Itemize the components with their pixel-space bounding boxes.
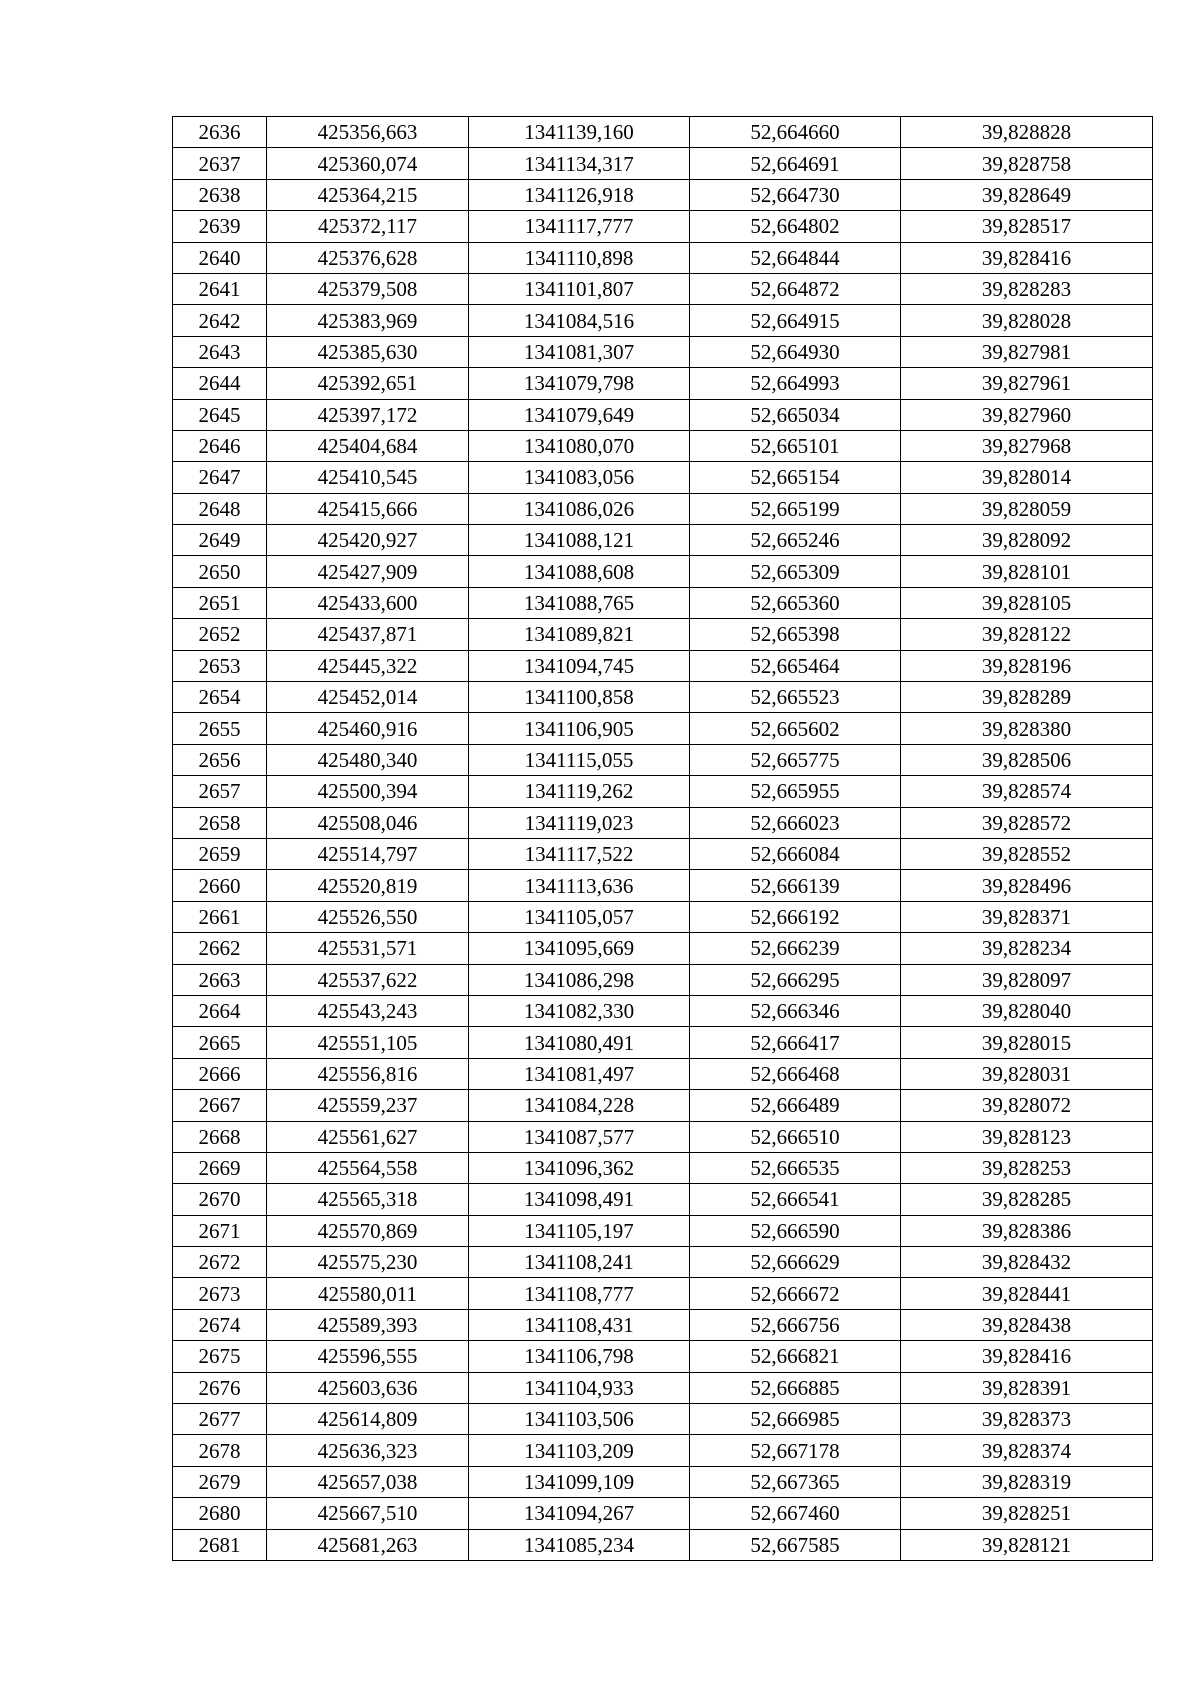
longitude-cell: 39,828289 — [901, 682, 1153, 713]
y-coordinate-cell: 1341079,649 — [469, 399, 690, 430]
longitude-cell: 39,828517 — [901, 211, 1153, 242]
point-number-cell: 2655 — [173, 713, 267, 744]
table-row — [173, 1184, 1153, 1215]
table-row — [173, 744, 1153, 775]
x-coordinate-cell: 425360,074 — [267, 148, 469, 179]
latitude-cell: 52,664691 — [690, 148, 901, 179]
y-coordinate-cell: 1341084,516 — [469, 305, 690, 336]
y-coordinate-cell: 1341104,933 — [469, 1372, 690, 1403]
latitude-cell: 52,666590 — [690, 1215, 901, 1246]
x-coordinate-cell: 425404,684 — [267, 430, 469, 461]
y-coordinate-cell: 1341100,858 — [469, 682, 690, 713]
y-coordinate-cell: 1341085,234 — [469, 1529, 690, 1560]
latitude-cell: 52,665034 — [690, 399, 901, 430]
y-coordinate-cell: 1341080,491 — [469, 1027, 690, 1058]
table-row — [173, 870, 1153, 901]
table-row — [173, 901, 1153, 932]
longitude-cell: 39,828285 — [901, 1184, 1153, 1215]
latitude-cell: 52,666629 — [690, 1247, 901, 1278]
point-number-cell: 2644 — [173, 368, 267, 399]
x-coordinate-cell: 425397,172 — [267, 399, 469, 430]
table-row — [173, 1090, 1153, 1121]
point-number-cell: 2670 — [173, 1184, 267, 1215]
y-coordinate-cell: 1341083,056 — [469, 462, 690, 493]
longitude-cell: 39,828380 — [901, 713, 1153, 744]
table-row — [173, 995, 1153, 1026]
table-row — [173, 525, 1153, 556]
latitude-cell: 52,664993 — [690, 368, 901, 399]
latitude-cell: 52,666541 — [690, 1184, 901, 1215]
coordinates-table-body — [173, 117, 1153, 1561]
y-coordinate-cell: 1341088,608 — [469, 556, 690, 587]
y-coordinate-cell: 1341079,798 — [469, 368, 690, 399]
table-row — [173, 1121, 1153, 1152]
y-coordinate-cell: 1341095,669 — [469, 933, 690, 964]
latitude-cell: 52,666985 — [690, 1404, 901, 1435]
x-coordinate-cell: 425415,666 — [267, 493, 469, 524]
x-coordinate-cell: 425356,663 — [267, 117, 469, 148]
longitude-cell: 39,828552 — [901, 838, 1153, 869]
latitude-cell: 52,667585 — [690, 1529, 901, 1560]
y-coordinate-cell: 1341088,765 — [469, 587, 690, 618]
point-number-cell: 2663 — [173, 964, 267, 995]
x-coordinate-cell: 425480,340 — [267, 744, 469, 775]
y-coordinate-cell: 1341117,777 — [469, 211, 690, 242]
y-coordinate-cell: 1341113,636 — [469, 870, 690, 901]
latitude-cell: 52,665955 — [690, 776, 901, 807]
point-number-cell: 2668 — [173, 1121, 267, 1152]
latitude-cell: 52,666672 — [690, 1278, 901, 1309]
point-number-cell: 2674 — [173, 1309, 267, 1340]
x-coordinate-cell: 425596,555 — [267, 1341, 469, 1372]
longitude-cell: 39,827960 — [901, 399, 1153, 430]
table-row — [173, 838, 1153, 869]
x-coordinate-cell: 425580,011 — [267, 1278, 469, 1309]
x-coordinate-cell: 425452,014 — [267, 682, 469, 713]
latitude-cell: 52,664802 — [690, 211, 901, 242]
point-number-cell: 2673 — [173, 1278, 267, 1309]
latitude-cell: 52,665775 — [690, 744, 901, 775]
x-coordinate-cell: 425500,394 — [267, 776, 469, 807]
x-coordinate-cell: 425437,871 — [267, 619, 469, 650]
longitude-cell: 39,827961 — [901, 368, 1153, 399]
longitude-cell: 39,828649 — [901, 179, 1153, 210]
table-row — [173, 1372, 1153, 1403]
point-number-cell: 2666 — [173, 1058, 267, 1089]
table-row — [173, 1309, 1153, 1340]
latitude-cell: 52,664730 — [690, 179, 901, 210]
latitude-cell: 52,666346 — [690, 995, 901, 1026]
x-coordinate-cell: 425543,243 — [267, 995, 469, 1026]
table-row — [173, 399, 1153, 430]
longitude-cell: 39,828121 — [901, 1529, 1153, 1560]
table-row — [173, 933, 1153, 964]
longitude-cell: 39,828572 — [901, 807, 1153, 838]
latitude-cell: 52,664872 — [690, 273, 901, 304]
table-row — [173, 430, 1153, 461]
y-coordinate-cell: 1341115,055 — [469, 744, 690, 775]
latitude-cell: 52,666468 — [690, 1058, 901, 1089]
longitude-cell: 39,828283 — [901, 273, 1153, 304]
latitude-cell: 52,665398 — [690, 619, 901, 650]
table-row — [173, 1466, 1153, 1497]
point-number-cell: 2646 — [173, 430, 267, 461]
x-coordinate-cell: 425636,323 — [267, 1435, 469, 1466]
x-coordinate-cell: 425392,651 — [267, 368, 469, 399]
x-coordinate-cell: 425385,630 — [267, 336, 469, 367]
point-number-cell: 2669 — [173, 1152, 267, 1183]
table-row — [173, 1435, 1153, 1466]
y-coordinate-cell: 1341106,905 — [469, 713, 690, 744]
longitude-cell: 39,828441 — [901, 1278, 1153, 1309]
table-row — [173, 1404, 1153, 1435]
latitude-cell: 52,666295 — [690, 964, 901, 995]
point-number-cell: 2660 — [173, 870, 267, 901]
point-number-cell: 2656 — [173, 744, 267, 775]
latitude-cell: 52,666239 — [690, 933, 901, 964]
longitude-cell: 39,828253 — [901, 1152, 1153, 1183]
table-row — [173, 305, 1153, 336]
latitude-cell: 52,666885 — [690, 1372, 901, 1403]
table-row — [173, 493, 1153, 524]
longitude-cell: 39,828251 — [901, 1498, 1153, 1529]
point-number-cell: 2648 — [173, 493, 267, 524]
table-row — [173, 1529, 1153, 1560]
point-number-cell: 2640 — [173, 242, 267, 273]
point-number-cell: 2643 — [173, 336, 267, 367]
x-coordinate-cell: 425520,819 — [267, 870, 469, 901]
point-number-cell: 2651 — [173, 587, 267, 618]
latitude-cell: 52,665360 — [690, 587, 901, 618]
point-number-cell: 2667 — [173, 1090, 267, 1121]
longitude-cell: 39,828416 — [901, 1341, 1153, 1372]
latitude-cell: 52,664844 — [690, 242, 901, 273]
x-coordinate-cell: 425531,571 — [267, 933, 469, 964]
x-coordinate-cell: 425537,622 — [267, 964, 469, 995]
y-coordinate-cell: 1341103,209 — [469, 1435, 690, 1466]
x-coordinate-cell: 425556,816 — [267, 1058, 469, 1089]
x-coordinate-cell: 425564,558 — [267, 1152, 469, 1183]
point-number-cell: 2650 — [173, 556, 267, 587]
y-coordinate-cell: 1341108,241 — [469, 1247, 690, 1278]
point-number-cell: 2659 — [173, 838, 267, 869]
point-number-cell: 2679 — [173, 1466, 267, 1497]
point-number-cell: 2675 — [173, 1341, 267, 1372]
y-coordinate-cell: 1341089,821 — [469, 619, 690, 650]
x-coordinate-cell: 425433,600 — [267, 587, 469, 618]
longitude-cell: 39,828432 — [901, 1247, 1153, 1278]
table-row — [173, 1247, 1153, 1278]
y-coordinate-cell: 1341081,307 — [469, 336, 690, 367]
table-row — [173, 117, 1153, 148]
table-row — [173, 336, 1153, 367]
x-coordinate-cell: 425410,545 — [267, 462, 469, 493]
latitude-cell: 52,665246 — [690, 525, 901, 556]
longitude-cell: 39,828758 — [901, 148, 1153, 179]
x-coordinate-cell: 425383,969 — [267, 305, 469, 336]
point-number-cell: 2661 — [173, 901, 267, 932]
longitude-cell: 39,828496 — [901, 870, 1153, 901]
latitude-cell: 52,665154 — [690, 462, 901, 493]
latitude-cell: 52,666756 — [690, 1309, 901, 1340]
longitude-cell: 39,828373 — [901, 1404, 1153, 1435]
y-coordinate-cell: 1341094,745 — [469, 650, 690, 681]
longitude-cell: 39,827981 — [901, 336, 1153, 367]
longitude-cell: 39,828014 — [901, 462, 1153, 493]
table-row — [173, 242, 1153, 273]
point-number-cell: 2658 — [173, 807, 267, 838]
longitude-cell: 39,828097 — [901, 964, 1153, 995]
y-coordinate-cell: 1341119,023 — [469, 807, 690, 838]
point-number-cell: 2639 — [173, 211, 267, 242]
table-row — [173, 964, 1153, 995]
point-number-cell: 2636 — [173, 117, 267, 148]
x-coordinate-cell: 425570,869 — [267, 1215, 469, 1246]
table-row — [173, 682, 1153, 713]
table-row — [173, 619, 1153, 650]
point-number-cell: 2672 — [173, 1247, 267, 1278]
longitude-cell: 39,828574 — [901, 776, 1153, 807]
table-row — [173, 1058, 1153, 1089]
x-coordinate-cell: 425427,909 — [267, 556, 469, 587]
y-coordinate-cell: 1341081,497 — [469, 1058, 690, 1089]
point-number-cell: 2678 — [173, 1435, 267, 1466]
longitude-cell: 39,828371 — [901, 901, 1153, 932]
point-number-cell: 2662 — [173, 933, 267, 964]
y-coordinate-cell: 1341108,777 — [469, 1278, 690, 1309]
latitude-cell: 52,666084 — [690, 838, 901, 869]
longitude-cell: 39,828028 — [901, 305, 1153, 336]
y-coordinate-cell: 1341105,197 — [469, 1215, 690, 1246]
table-row — [173, 587, 1153, 618]
y-coordinate-cell: 1341087,577 — [469, 1121, 690, 1152]
x-coordinate-cell: 425603,636 — [267, 1372, 469, 1403]
latitude-cell: 52,664660 — [690, 117, 901, 148]
table-row — [173, 148, 1153, 179]
point-number-cell: 2664 — [173, 995, 267, 1026]
longitude-cell: 39,828506 — [901, 744, 1153, 775]
latitude-cell: 52,666535 — [690, 1152, 901, 1183]
point-number-cell: 2657 — [173, 776, 267, 807]
longitude-cell: 39,828072 — [901, 1090, 1153, 1121]
latitude-cell: 52,665199 — [690, 493, 901, 524]
x-coordinate-cell: 425372,117 — [267, 211, 469, 242]
y-coordinate-cell: 1341082,330 — [469, 995, 690, 1026]
y-coordinate-cell: 1341110,898 — [469, 242, 690, 273]
table-row — [173, 650, 1153, 681]
x-coordinate-cell: 425575,230 — [267, 1247, 469, 1278]
point-number-cell: 2637 — [173, 148, 267, 179]
y-coordinate-cell: 1341126,918 — [469, 179, 690, 210]
longitude-cell: 39,828123 — [901, 1121, 1153, 1152]
longitude-cell: 39,828122 — [901, 619, 1153, 650]
coordinates-table — [172, 116, 1153, 1561]
x-coordinate-cell: 425561,627 — [267, 1121, 469, 1152]
table-row — [173, 556, 1153, 587]
table-row — [173, 273, 1153, 304]
latitude-cell: 52,666821 — [690, 1341, 901, 1372]
table-row — [173, 1152, 1153, 1183]
y-coordinate-cell: 1341096,362 — [469, 1152, 690, 1183]
latitude-cell: 52,664930 — [690, 336, 901, 367]
point-number-cell: 2642 — [173, 305, 267, 336]
point-number-cell: 2676 — [173, 1372, 267, 1403]
x-coordinate-cell: 425514,797 — [267, 838, 469, 869]
y-coordinate-cell: 1341105,057 — [469, 901, 690, 932]
latitude-cell: 52,666417 — [690, 1027, 901, 1058]
table-row — [173, 1215, 1153, 1246]
longitude-cell: 39,828828 — [901, 117, 1153, 148]
longitude-cell: 39,828031 — [901, 1058, 1153, 1089]
x-coordinate-cell: 425614,809 — [267, 1404, 469, 1435]
latitude-cell: 52,666192 — [690, 901, 901, 932]
document-page — [172, 116, 1152, 1561]
longitude-cell: 39,828015 — [901, 1027, 1153, 1058]
y-coordinate-cell: 1341084,228 — [469, 1090, 690, 1121]
x-coordinate-cell: 425657,038 — [267, 1466, 469, 1497]
y-coordinate-cell: 1341086,298 — [469, 964, 690, 995]
y-coordinate-cell: 1341094,267 — [469, 1498, 690, 1529]
y-coordinate-cell: 1341086,026 — [469, 493, 690, 524]
latitude-cell: 52,665602 — [690, 713, 901, 744]
table-row — [173, 1027, 1153, 1058]
point-number-cell: 2680 — [173, 1498, 267, 1529]
table-row — [173, 462, 1153, 493]
point-number-cell: 2645 — [173, 399, 267, 430]
table-row — [173, 368, 1153, 399]
latitude-cell: 52,666023 — [690, 807, 901, 838]
longitude-cell: 39,828234 — [901, 933, 1153, 964]
longitude-cell: 39,827968 — [901, 430, 1153, 461]
table-row — [173, 807, 1153, 838]
point-number-cell: 2638 — [173, 179, 267, 210]
table-row — [173, 211, 1153, 242]
point-number-cell: 2641 — [173, 273, 267, 304]
latitude-cell: 52,665101 — [690, 430, 901, 461]
y-coordinate-cell: 1341108,431 — [469, 1309, 690, 1340]
y-coordinate-cell: 1341103,506 — [469, 1404, 690, 1435]
y-coordinate-cell: 1341088,121 — [469, 525, 690, 556]
latitude-cell: 52,666510 — [690, 1121, 901, 1152]
y-coordinate-cell: 1341119,262 — [469, 776, 690, 807]
latitude-cell: 52,667178 — [690, 1435, 901, 1466]
latitude-cell: 52,667365 — [690, 1466, 901, 1497]
table-row — [173, 1278, 1153, 1309]
table-row — [173, 1341, 1153, 1372]
table-row — [173, 179, 1153, 210]
point-number-cell: 2654 — [173, 682, 267, 713]
x-coordinate-cell: 425420,927 — [267, 525, 469, 556]
x-coordinate-cell: 425551,105 — [267, 1027, 469, 1058]
point-number-cell: 2665 — [173, 1027, 267, 1058]
point-number-cell: 2652 — [173, 619, 267, 650]
x-coordinate-cell: 425565,318 — [267, 1184, 469, 1215]
y-coordinate-cell: 1341098,491 — [469, 1184, 690, 1215]
y-coordinate-cell: 1341106,798 — [469, 1341, 690, 1372]
x-coordinate-cell: 425376,628 — [267, 242, 469, 273]
longitude-cell: 39,828196 — [901, 650, 1153, 681]
latitude-cell: 52,667460 — [690, 1498, 901, 1529]
point-number-cell: 2681 — [173, 1529, 267, 1560]
point-number-cell: 2671 — [173, 1215, 267, 1246]
y-coordinate-cell: 1341101,807 — [469, 273, 690, 304]
x-coordinate-cell: 425445,322 — [267, 650, 469, 681]
x-coordinate-cell: 425589,393 — [267, 1309, 469, 1340]
latitude-cell: 52,666139 — [690, 870, 901, 901]
point-number-cell: 2677 — [173, 1404, 267, 1435]
point-number-cell: 2653 — [173, 650, 267, 681]
latitude-cell: 52,666489 — [690, 1090, 901, 1121]
latitude-cell: 52,664915 — [690, 305, 901, 336]
x-coordinate-cell: 425526,550 — [267, 901, 469, 932]
longitude-cell: 39,828105 — [901, 587, 1153, 618]
longitude-cell: 39,828374 — [901, 1435, 1153, 1466]
latitude-cell: 52,665464 — [690, 650, 901, 681]
x-coordinate-cell: 425667,510 — [267, 1498, 469, 1529]
table-row — [173, 1498, 1153, 1529]
y-coordinate-cell: 1341134,317 — [469, 148, 690, 179]
latitude-cell: 52,665309 — [690, 556, 901, 587]
x-coordinate-cell: 425364,215 — [267, 179, 469, 210]
table-row — [173, 776, 1153, 807]
y-coordinate-cell: 1341099,109 — [469, 1466, 690, 1497]
longitude-cell: 39,828101 — [901, 556, 1153, 587]
latitude-cell: 52,665523 — [690, 682, 901, 713]
longitude-cell: 39,828386 — [901, 1215, 1153, 1246]
x-coordinate-cell: 425379,508 — [267, 273, 469, 304]
y-coordinate-cell: 1341080,070 — [469, 430, 690, 461]
longitude-cell: 39,828438 — [901, 1309, 1153, 1340]
y-coordinate-cell: 1341139,160 — [469, 117, 690, 148]
longitude-cell: 39,828040 — [901, 995, 1153, 1026]
point-number-cell: 2647 — [173, 462, 267, 493]
longitude-cell: 39,828391 — [901, 1372, 1153, 1403]
point-number-cell: 2649 — [173, 525, 267, 556]
y-coordinate-cell: 1341117,522 — [469, 838, 690, 869]
x-coordinate-cell: 425508,046 — [267, 807, 469, 838]
x-coordinate-cell: 425460,916 — [267, 713, 469, 744]
table-row — [173, 713, 1153, 744]
longitude-cell: 39,828092 — [901, 525, 1153, 556]
longitude-cell: 39,828059 — [901, 493, 1153, 524]
longitude-cell: 39,828319 — [901, 1466, 1153, 1497]
longitude-cell: 39,828416 — [901, 242, 1153, 273]
x-coordinate-cell: 425559,237 — [267, 1090, 469, 1121]
x-coordinate-cell: 425681,263 — [267, 1529, 469, 1560]
